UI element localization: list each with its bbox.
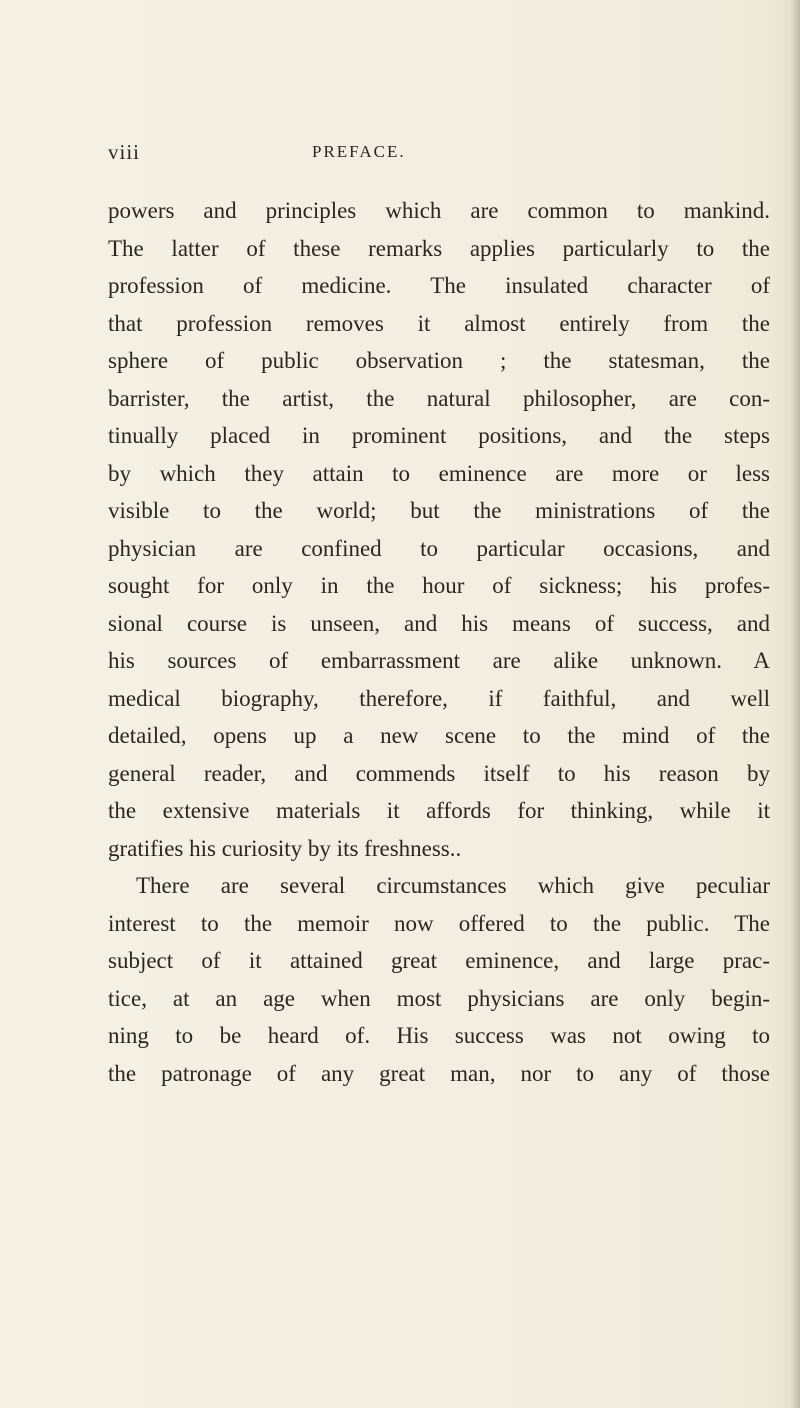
- running-head: [108, 140, 728, 170]
- text-line: general reader, and commends itself to his reason by: [108, 760, 770, 786]
- text-line: the patronage of any great man, nor to any of those: [108, 1060, 770, 1086]
- text-line: sional course is unseen, and his means of success, and: [108, 610, 770, 636]
- text-line: interest to the memoir now offered to the public. The: [108, 910, 770, 936]
- page-edge-shadow: [790, 0, 800, 1408]
- text-line: detailed, opens up a new scene to the mind of the: [108, 723, 770, 748]
- text-line: his sources of embarrassment are alike unknown. A: [108, 648, 770, 673]
- text-line: medical biography, therefore, if faithful, and well: [108, 685, 770, 711]
- text-line: visible to the world; but the ministrations of the: [108, 498, 770, 523]
- page-number: viii: [108, 140, 141, 164]
- text-line: powers and principles which are common to mankind.: [108, 198, 770, 223]
- text-line: subject of it attained great eminence, and large prac-: [108, 948, 770, 973]
- text-line: ning to be heard of. His success was not owing to: [108, 1023, 770, 1048]
- text-line: by which they attain to eminence are more or less: [108, 460, 770, 486]
- text-line: profession of medicine. The insulated character of: [108, 273, 770, 298]
- running-head-title: PREFACE.: [312, 142, 406, 161]
- text-line: sphere of public observation ; the statesman, the: [108, 348, 770, 373]
- body-text: [108, 192, 770, 1092]
- text-line: barrister, the artist, the natural philosopher, are con-: [108, 385, 770, 411]
- text-line: sought for only in the hour of sickness; his profes-: [108, 573, 770, 598]
- text-line: The latter of these remarks applies particularly to the: [108, 235, 770, 261]
- text-line: tice, at an age when most physicians are only begin-: [108, 985, 770, 1011]
- text-line: tinually placed in prominent positions, and the steps: [108, 423, 770, 448]
- text-line: physician are confined to particular occasions, and: [108, 535, 770, 561]
- paragraph-end-line: gratifies his curiosity by its freshness..: [108, 835, 462, 861]
- paragraph-start-line: There are several circumstances which give peculiar: [136, 873, 770, 898]
- text-line: the extensive materials it affords for thinking, while it: [108, 798, 770, 823]
- text-line: that profession removes it almost entirely from the: [108, 310, 770, 336]
